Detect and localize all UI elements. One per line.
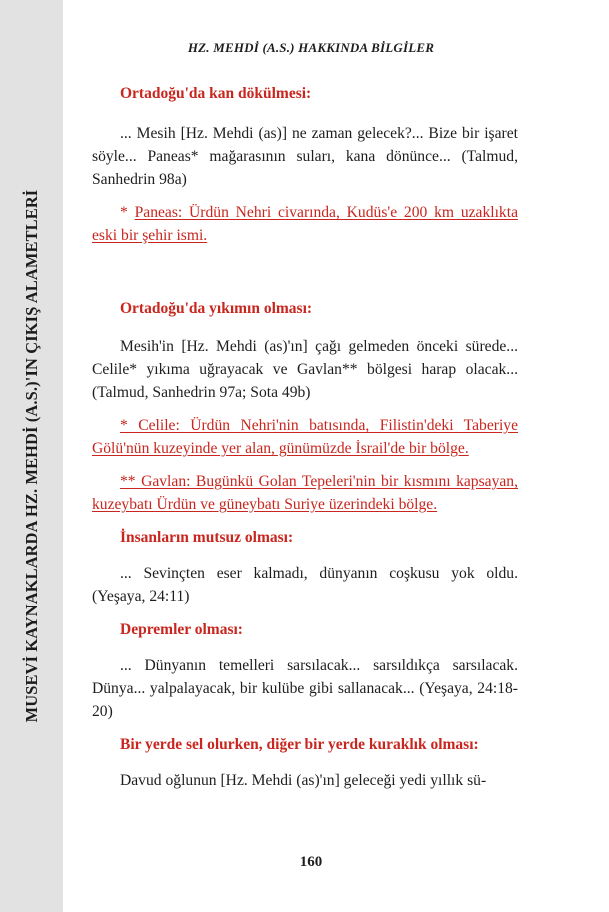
book-title-vertical: MUSEVİ KAYNAKLARDA HZ. MEHDİ (A.S.)'IN ÇIKIŞ ALAMETLERİ (22, 189, 41, 723)
footnote-text: * Celile: Ürdün Nehri'nin batısında, Filistin'deki Taberiye Gölü'nün kuzeyinde yer alan, günümüzde İsrail'de bir bölge. (92, 417, 518, 457)
footnote-gavlan (92, 470, 518, 516)
section-heading-bloodshed: Ortadoğu'da kan dökülmesi: (120, 85, 312, 102)
footnote-text: ** Gavlan: Bugünkü Golan Tepeleri'nin bir kısmını kapsayan, kuzeybatı Ürdün ve güneybatı Suriye üzerindeki bölge. (92, 473, 518, 513)
section-paragraph-earthquakes: ... Dünyanın temelleri sarsılacak... sarsıldıkça sarsılacak. Dünya... yalpalayacak, bir kulübe gibi sallanacak... (Yeşaya, 24:18-20) (92, 657, 518, 720)
section-heading-destruction: Ortadoğu'da yıkımın olması: (120, 300, 313, 317)
section-heading-earthquakes: Depremler olması: (120, 621, 243, 638)
section-heading-unhappiness: İnsanların mutsuz olması: (120, 529, 294, 546)
footnote-paneas (92, 201, 518, 247)
section-paragraph-destruction: Mesih'in [Hz. Mehdi (as)'ın] çağı gelmeden önceki sürede... Celile* yıkıma uğrayacak ve Gavlan** bölgesi harap olacak... (Talmud, Sanhedrin 97a; Sota 49b) (92, 338, 518, 401)
running-header: HZ. MEHDİ (A.S.) HAKKINDA BİLGİLER (187, 40, 435, 55)
section-heading-flood-drought: Bir yerde sel olurken, diğer bir yerde kuraklık olması: (120, 736, 479, 753)
section-paragraph-unhappiness: ... Sevinçten eser kalmadı, dünyanın coşkusu yok oldu. (Yeşaya, 24:11) (92, 565, 518, 605)
page-number: 160 (299, 854, 323, 870)
footnote-celile (92, 414, 518, 460)
section-paragraph-flood-drought: Davud oğlunun [Hz. Mehdi (as)'ın] geleceği yedi yıllık sü- (120, 772, 487, 789)
sidebar-band (0, 0, 63, 912)
footnote-text: Paneas: Ürdün Nehri civarında, Kudüs'e 200 km uzaklıkta eski bir şehir ismi. (92, 204, 518, 244)
section-paragraph-bloodshed: ... Mesih [Hz. Mehdi (as)] ne zaman gelecek?... Bize bir işaret söyle... Paneas* mağarasının suları, kana dönünce... (Talmud, Sanhedrin 98a) (92, 125, 518, 188)
page-body (92, 84, 518, 792)
footnote-marker: * (120, 204, 128, 221)
